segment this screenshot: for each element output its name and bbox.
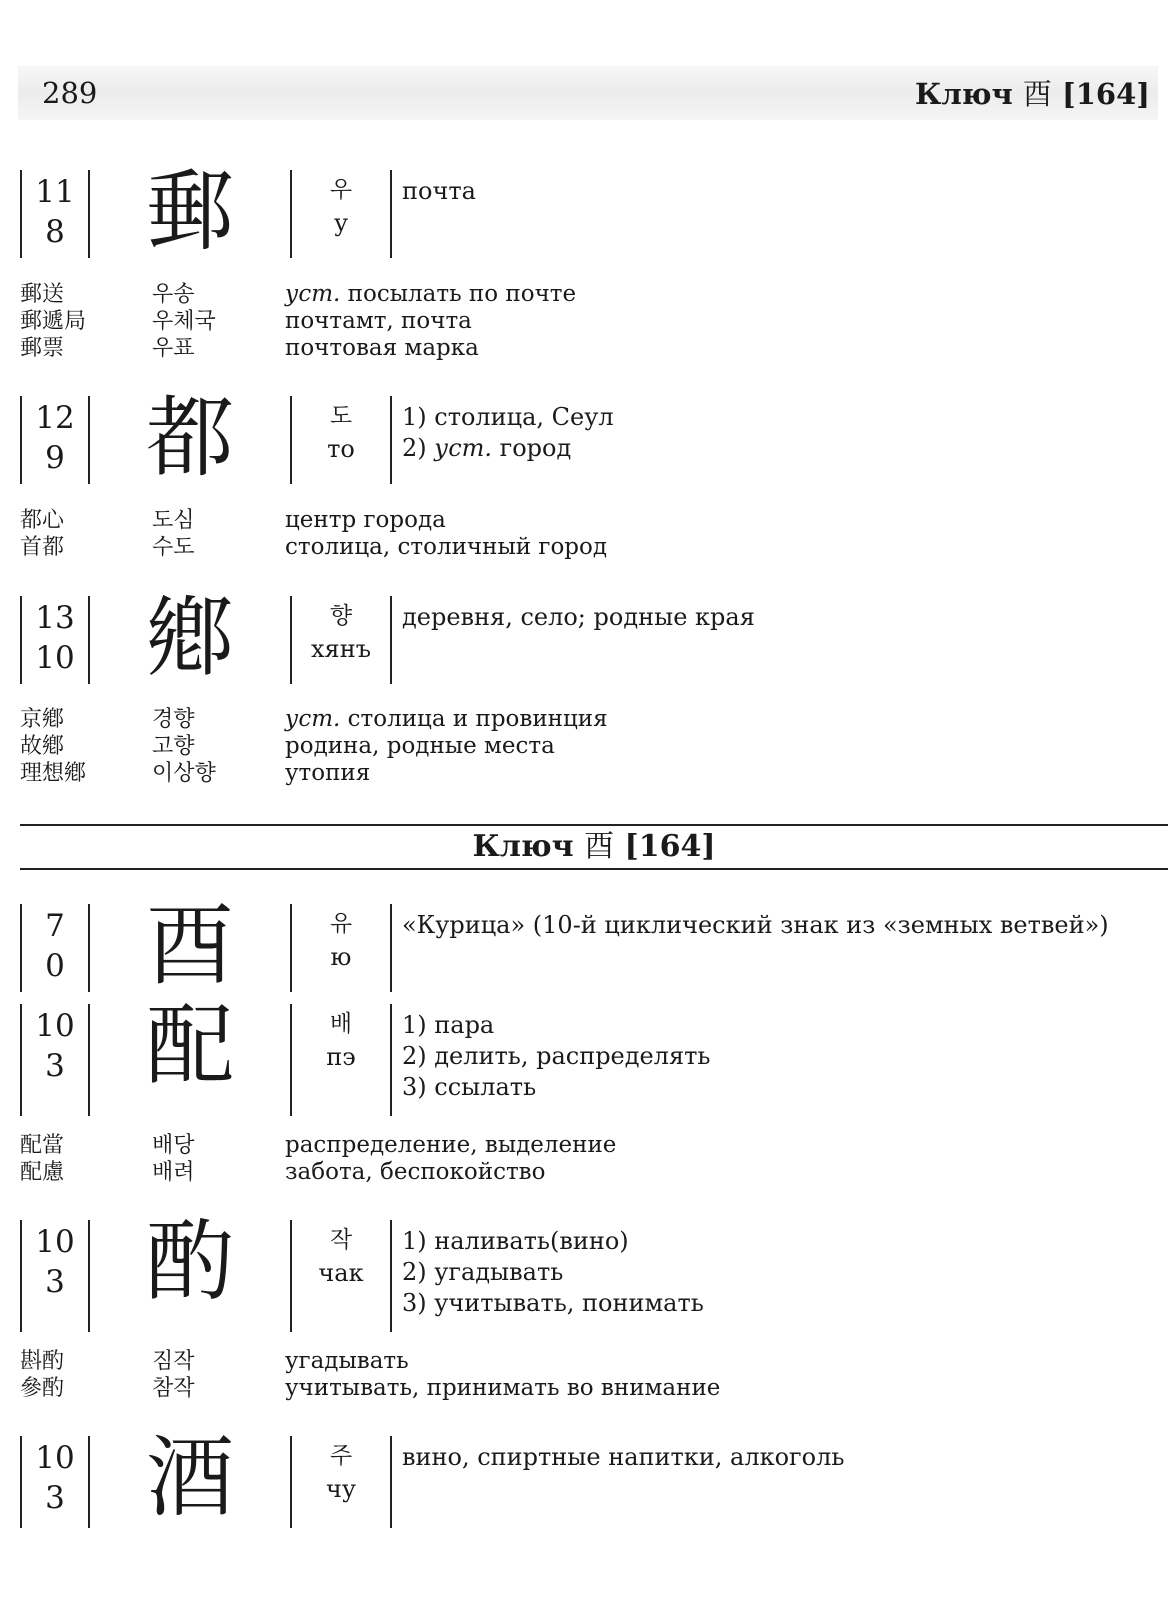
stroke-count-box — [20, 170, 90, 258]
compound-meaning: столица, столичный город — [285, 534, 608, 560]
compound-meaning-text: посылать по почте — [340, 281, 577, 307]
hangul-reading: 우 — [329, 177, 353, 203]
meaning-list — [402, 402, 614, 464]
compound-hanja: 斟酌 — [20, 1349, 65, 1374]
compound-hanja: 參酌 — [20, 1376, 65, 1401]
entry-hanja: 鄕 — [145, 586, 234, 689]
compound-hanja: 故鄕 — [20, 734, 65, 759]
strokes-extra: 0 — [45, 948, 65, 984]
compound-row — [20, 335, 1120, 362]
entry-hanja: 酌 — [145, 1210, 234, 1313]
russian-reading: чу — [326, 1475, 356, 1503]
entry-hanja: 酒 — [145, 1426, 234, 1529]
stroke-count-box — [20, 1004, 90, 1116]
reading-box — [290, 596, 392, 684]
compound-hangul: 이상향 — [152, 761, 216, 786]
meaning-list — [402, 1010, 710, 1103]
reading-box — [290, 1220, 392, 1332]
compound-list — [20, 706, 1120, 787]
abbreviation: уст. — [285, 706, 341, 732]
meaning-line: 2) уст. город — [402, 434, 572, 462]
compound-row — [20, 507, 1120, 534]
russian-reading: то — [327, 435, 355, 463]
running-head-radical: 酉 — [1022, 77, 1052, 111]
strokes-total: 10 — [35, 1224, 75, 1260]
compound-list — [20, 1348, 1120, 1402]
page-number: 289 — [42, 76, 98, 110]
meaning-list — [402, 1442, 844, 1473]
compound-meaning-text: столица и провинция — [340, 706, 608, 732]
compound-hangul: 우체국 — [152, 309, 216, 334]
strokes-extra: 10 — [35, 640, 75, 676]
meaning-list — [402, 1226, 704, 1319]
compound-row — [20, 706, 1120, 733]
compound-list — [20, 1132, 1120, 1186]
compound-hanja: 京鄕 — [20, 707, 65, 732]
reading-box — [290, 1004, 392, 1116]
meaning-line: 2) угадывать — [402, 1258, 564, 1286]
stroke-count-box — [20, 1220, 90, 1332]
strokes-extra: 3 — [45, 1264, 65, 1300]
compound-hanja: 郵送 — [20, 282, 65, 307]
compound-hangul: 우표 — [152, 336, 195, 361]
entry-hanja: 郵 — [145, 160, 234, 263]
compound-hanja: 都心 — [20, 508, 65, 533]
compound-hangul: 수도 — [152, 535, 195, 560]
compound-hangul: 우송 — [152, 282, 195, 307]
compound-hanja: 配慮 — [20, 1160, 65, 1185]
compound-row — [20, 308, 1120, 335]
compound-list — [20, 281, 1120, 362]
compound-meaning — [285, 706, 608, 733]
meaning-line: 3) ссылать — [402, 1073, 537, 1101]
meaning-list — [402, 176, 476, 207]
russian-reading: чак — [318, 1259, 364, 1287]
meaning-line: «Курица» (10-й циклический знак из «земных ветвей») — [402, 911, 1109, 939]
meaning-line: 2) делить, распределять — [402, 1042, 711, 1070]
compound-hanja: 首都 — [20, 535, 65, 560]
stroke-count-box — [20, 596, 90, 684]
russian-reading: ю — [330, 943, 352, 971]
stroke-count-box — [20, 1436, 90, 1528]
compound-meaning: почтовая марка — [285, 335, 479, 361]
section-key-word: Ключ — [472, 829, 574, 864]
strokes-total: 13 — [35, 600, 75, 636]
compound-row — [20, 733, 1120, 760]
meaning-line: 3) учитывать, понимать — [402, 1289, 704, 1317]
stroke-count-box — [20, 396, 90, 484]
reading-box — [290, 1436, 392, 1528]
entry-hanja: 配 — [145, 994, 234, 1097]
page-header — [18, 66, 1158, 120]
compound-row — [20, 760, 1120, 787]
strokes-extra: 8 — [45, 214, 65, 250]
entry-hanja: 都 — [145, 386, 234, 489]
compound-row — [20, 1159, 1120, 1186]
compound-meaning: родина, родные места — [285, 733, 555, 759]
meaning-list — [402, 602, 755, 633]
compound-hanja: 郵票 — [20, 336, 65, 361]
hangul-reading: 배 — [329, 1011, 353, 1037]
section-title — [20, 824, 1168, 870]
stroke-count-box — [20, 904, 90, 992]
compound-meaning: распределение, выделение — [285, 1132, 617, 1158]
compound-hangul: 참작 — [152, 1376, 195, 1401]
meaning-line: вино, спиртные напитки, алкоголь — [402, 1443, 845, 1471]
meaning-list — [402, 910, 1109, 941]
hangul-reading: 유 — [329, 911, 353, 937]
strokes-total: 10 — [35, 1440, 75, 1476]
russian-reading: у — [333, 209, 349, 237]
meaning-line: деревня, село; родные края — [402, 603, 755, 631]
compound-meaning: забота, беспокойство — [285, 1159, 546, 1185]
reading-box — [290, 170, 392, 258]
compound-hanja: 配當 — [20, 1133, 65, 1158]
compound-meaning — [285, 281, 576, 308]
compound-hangul: 배당 — [152, 1133, 195, 1158]
compound-hangul: 경향 — [152, 707, 195, 732]
abbreviation: уст. — [285, 281, 341, 307]
compound-meaning: почтамт, почта — [285, 308, 472, 334]
compound-hangul: 배려 — [152, 1160, 195, 1185]
strokes-total: 7 — [45, 908, 65, 944]
compound-row — [20, 1375, 1120, 1402]
strokes-total: 10 — [35, 1008, 75, 1044]
compound-row — [20, 1132, 1120, 1159]
compound-hanja: 郵遞局 — [20, 309, 87, 334]
compound-row — [20, 1348, 1120, 1375]
compound-meaning: центр города — [285, 507, 446, 533]
compound-meaning: утопия — [285, 760, 371, 786]
compound-hangul: 짐작 — [152, 1349, 195, 1374]
reading-box — [290, 904, 392, 992]
compound-list — [20, 507, 1120, 561]
hangul-reading: 향 — [329, 603, 353, 629]
compound-row — [20, 534, 1120, 561]
compound-meaning: учитывать, принимать во внимание — [285, 1375, 721, 1401]
compound-hangul: 도심 — [152, 508, 195, 533]
strokes-extra: 3 — [45, 1048, 65, 1084]
compound-meaning: угадывать — [285, 1348, 409, 1374]
strokes-extra: 3 — [45, 1480, 65, 1516]
abbreviation: уст. — [434, 434, 493, 462]
entry-hanja: 酉 — [145, 894, 234, 997]
hangul-reading: 작 — [329, 1227, 353, 1253]
section-radical-number: [164] — [624, 829, 716, 864]
reading-box — [290, 396, 392, 484]
strokes-total: 11 — [35, 174, 75, 210]
compound-row — [20, 281, 1120, 308]
running-head-key-word: Ключ — [914, 77, 1013, 111]
meaning-line: 1) столица, Сеул — [402, 403, 614, 431]
compound-hanja: 理想鄕 — [20, 761, 87, 786]
running-head — [915, 72, 1150, 113]
hangul-reading: 도 — [329, 403, 353, 429]
meaning-line: 1) наливать(вино) — [402, 1227, 629, 1255]
section-radical: 酉 — [584, 829, 615, 864]
strokes-total: 12 — [35, 400, 75, 436]
meaning-line: 1) пара — [402, 1011, 495, 1039]
compound-hangul: 고향 — [152, 734, 195, 759]
strokes-extra: 9 — [45, 440, 65, 476]
running-head-radical-number: [164] — [1062, 77, 1150, 111]
hangul-reading: 주 — [329, 1443, 353, 1469]
meaning-line: почта — [402, 177, 476, 205]
russian-reading: пэ — [326, 1043, 356, 1071]
russian-reading: хянъ — [311, 635, 371, 663]
